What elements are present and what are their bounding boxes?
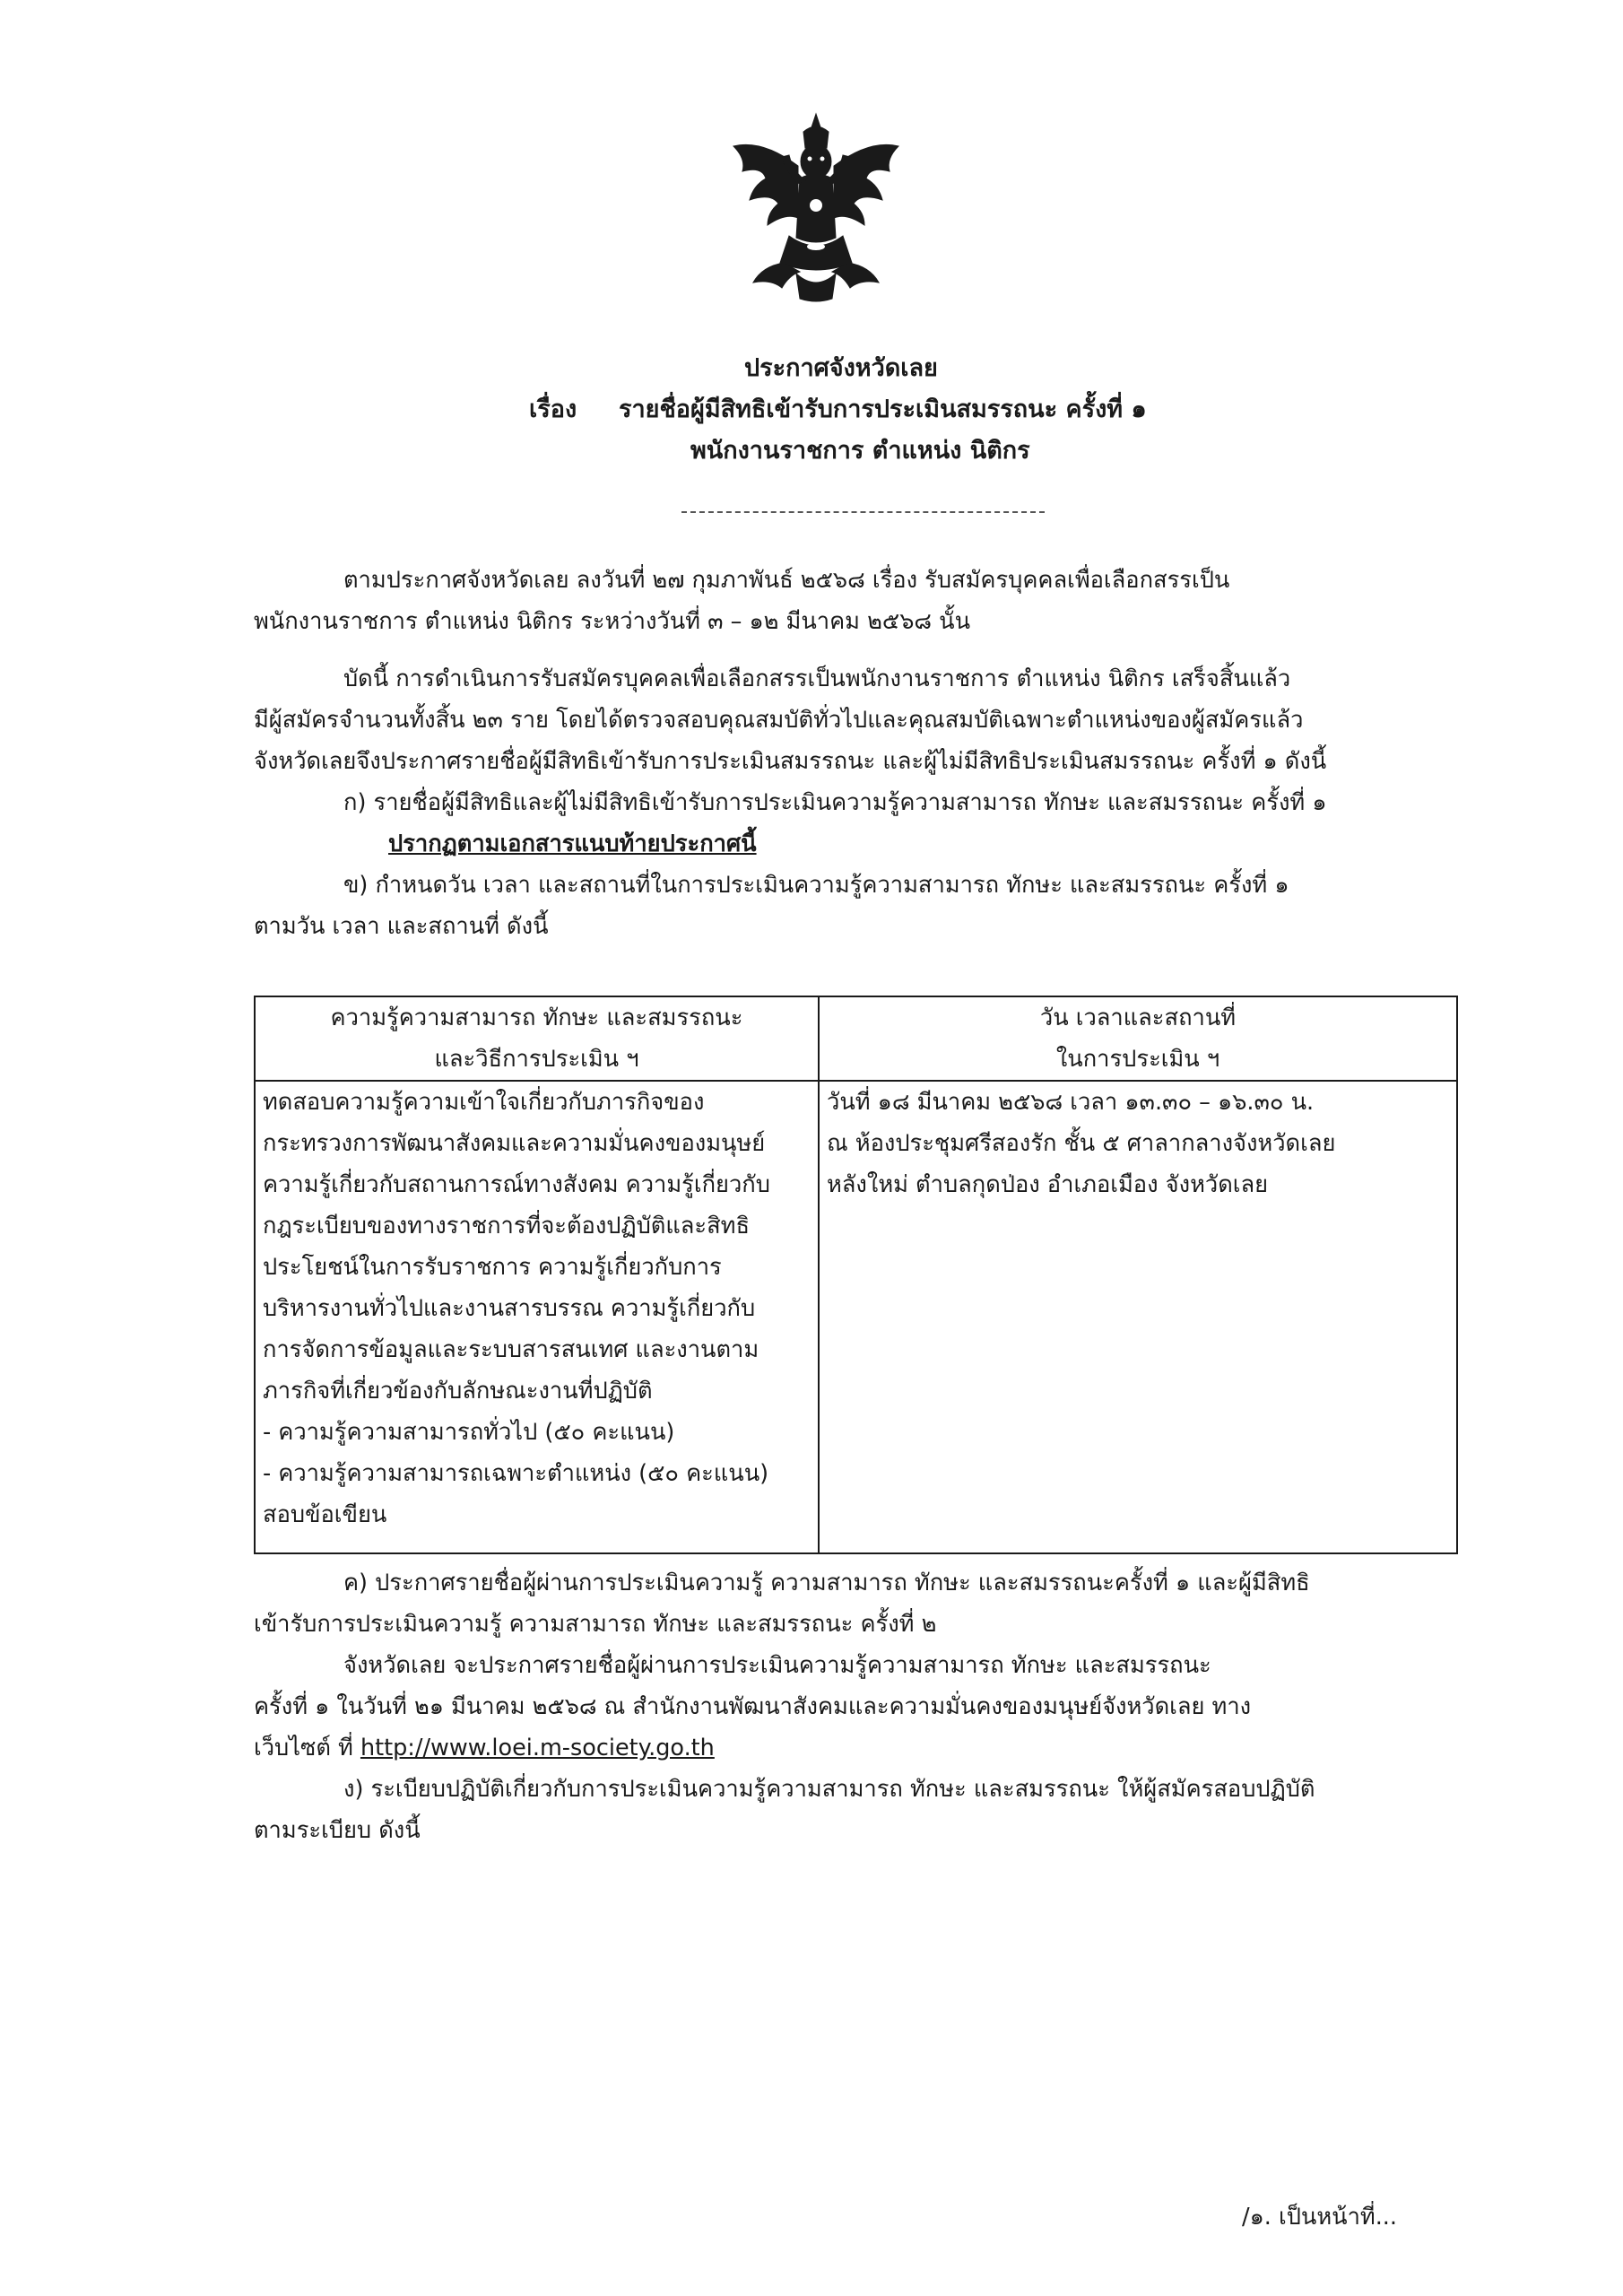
item-a-line-1: ก) รายชื่อผู้มีสิทธิและผู้ไม่มีสิทธิเข้ารับการประเมินความรู้ความสามารถ ทักษะ และสมรรถนะ ครั้งที่ ๑ <box>343 789 1327 816</box>
garuda-emblem-icon <box>726 112 906 305</box>
table-header-col2: วัน เวลาและสถานที่ ในการประเมิน ฯ <box>819 996 1457 1081</box>
date-time-place-cell: วันที่ ๑๘ มีนาคม ๒๕๖๘ เวลา ๑๓.๓๐ – ๑๖.๓๐ น. ณ ห้องประชุมศรีสองรัก ชั้น ๕ ศาลากลางจังหวัดเลย หลังใหม่ ตำบลกุดป่อง อำเภอเมือง จังหวัดเลย <box>819 1081 1457 1553</box>
announcement-title: ประกาศจังหวัดเลย <box>744 354 938 382</box>
item-c-line-1: ค) ประกาศรายชื่อผู้ผ่านการประเมินความรู้ ความสามารถ ทักษะ และสมรรถนะครั้งที่ ๑ และผู้มีสิทธิ <box>343 1570 1310 1596</box>
announce-line-2: ครั้งที่ ๑ ในวันที่ ๒๑ มีนาคม ๒๕๖๘ ณ สำนักงานพัฒนาสังคมและความมั่นคงของมนุษย์จังหวัดเลย ทาง <box>254 1693 1252 1720</box>
assessment-schedule-table <box>254 996 1458 1554</box>
table-header-col1: ความรู้ความสามารถ ทักษะ และสมรรถนะ และวิธีการประเมิน ฯ <box>255 996 819 1081</box>
item-b-line-1: ข) กำหนดวัน เวลา และสถานที่ในการประเมินความรู้ความสามารถ ทักษะ และสมรรถนะ ครั้งที่ ๑ <box>343 872 1289 899</box>
intro-line-1: ตามประกาศจังหวัดเลย ลงวันที่ ๒๗ กุมภาพันธ์ ๒๕๖๘ เรื่อง รับสมัครบุคคลเพื่อเลือกสรรเป็น <box>343 567 1230 594</box>
announce-line-3 <box>254 1727 1460 1769</box>
heading-divider <box>681 511 1045 513</box>
item-a-line-2: ปรากฏตามเอกสารแนบท้ายประกาศนี้ <box>388 831 757 857</box>
intro-line-2: พนักงานราชการ ตำแหน่ง นิติกร ระหว่างวันที่ ๓ – ๑๒ มีนาคม ๒๕๖๘ นั้น <box>254 608 971 635</box>
table-header-row <box>255 996 1457 1081</box>
page-continuation: /๑. เป็นหน้าที่... <box>1242 2204 1398 2231</box>
subject-text: รายชื่อผู้มีสิทธิเข้ารับการประเมินสมรรถนะ ครั้งที่ ๑ <box>619 396 1147 423</box>
website-prefix: เว็บไซต์ ที่ <box>254 1735 353 1761</box>
item-d-line-2: ตามระเบียบ ดังนี้ <box>254 1817 421 1844</box>
position-title: พนักงานราชการ ตำแหน่ง นิติกร <box>690 437 1030 465</box>
subject-label: เรื่อง <box>529 396 577 423</box>
summary-line-1: บัดนี้ การดำเนินการรับสมัครบุคคลเพื่อเลือกสรรเป็นพนักงานราชการ ตำแหน่ง นิติกร เสร็จสิ้นแล้ว <box>343 665 1291 692</box>
item-d-line-1: ง) ระเบียบปฏิบัติเกี่ยวกับการประเมินความรู้ความสามารถ ทักษะ และสมรรถนะ ให้ผู้สมัครสอบปฏิบัติ <box>343 1776 1315 1803</box>
assessment-method-cell: ทดสอบความรู้ความเข้าใจเกี่ยวกับภารกิจของ กระทรวงการพัฒนาสังคมและความมั่นคงของมนุษย์ ความรู้เกี่ยวกับสถานการณ์ทางสังคม ความรู้เกี่ยวกับ กฎระเบียบของทางราชการที่จะต้องปฏิบัติและสิทธิ ประโยชน์ในการรับราชการ ความรู้เกี่ยวกับการ บริหารงานทั่วไปและงานสารบรรณ ความรู้เกี่ยวกับ การจัดการข้อมูลและระบบสารสนเทศ และงานตาม ภารกิจที่เกี่ยวข้องกับลักษณะงานที่ปฏิบัติ - ความรู้ความสามารถทั่วไป (๕๐ คะแนน) - ความรู้ความสามารถเฉพาะตำแหน่ง (๕๐ คะแนน) สอบข้อเขียน <box>255 1081 819 1553</box>
table-row <box>255 1081 1457 1553</box>
announce-line-1: จังหวัดเลย จะประกาศรายชื่อผู้ผ่านการประเมินความรู้ความสามารถ ทักษะ และสมรรถนะ <box>343 1652 1211 1679</box>
announcement-body-top <box>254 560 1460 947</box>
summary-line-3: จังหวัดเลยจึงประกาศรายชื่อผู้มีสิทธิเข้ารับการประเมินสมรรถนะ และผู้ไม่มีสิทธิประเมินสมรรถนะ ครั้งที่ ๑ ดังนี้ <box>254 748 1327 775</box>
announcement-body-bottom <box>254 1562 1460 1851</box>
item-c-line-2: เข้ารับการประเมินความรู้ ความสามารถ ทักษะ และสมรรถนะ ครั้งที่ ๒ <box>254 1611 937 1638</box>
summary-line-2: มีผู้สมัครจำนวนทั้งสิ้น ๒๓ ราย โดยได้ตรวจสอบคุณสมบัติทั่วไปและคุณสมบัติเฉพาะตำแหน่งของผู้สมัครแล้ว <box>254 707 1304 734</box>
website-link[interactable]: http://www.loei.m-society.go.th <box>360 1735 715 1761</box>
item-b-line-2: ตามวัน เวลา และสถานที่ ดังนี้ <box>254 913 549 940</box>
